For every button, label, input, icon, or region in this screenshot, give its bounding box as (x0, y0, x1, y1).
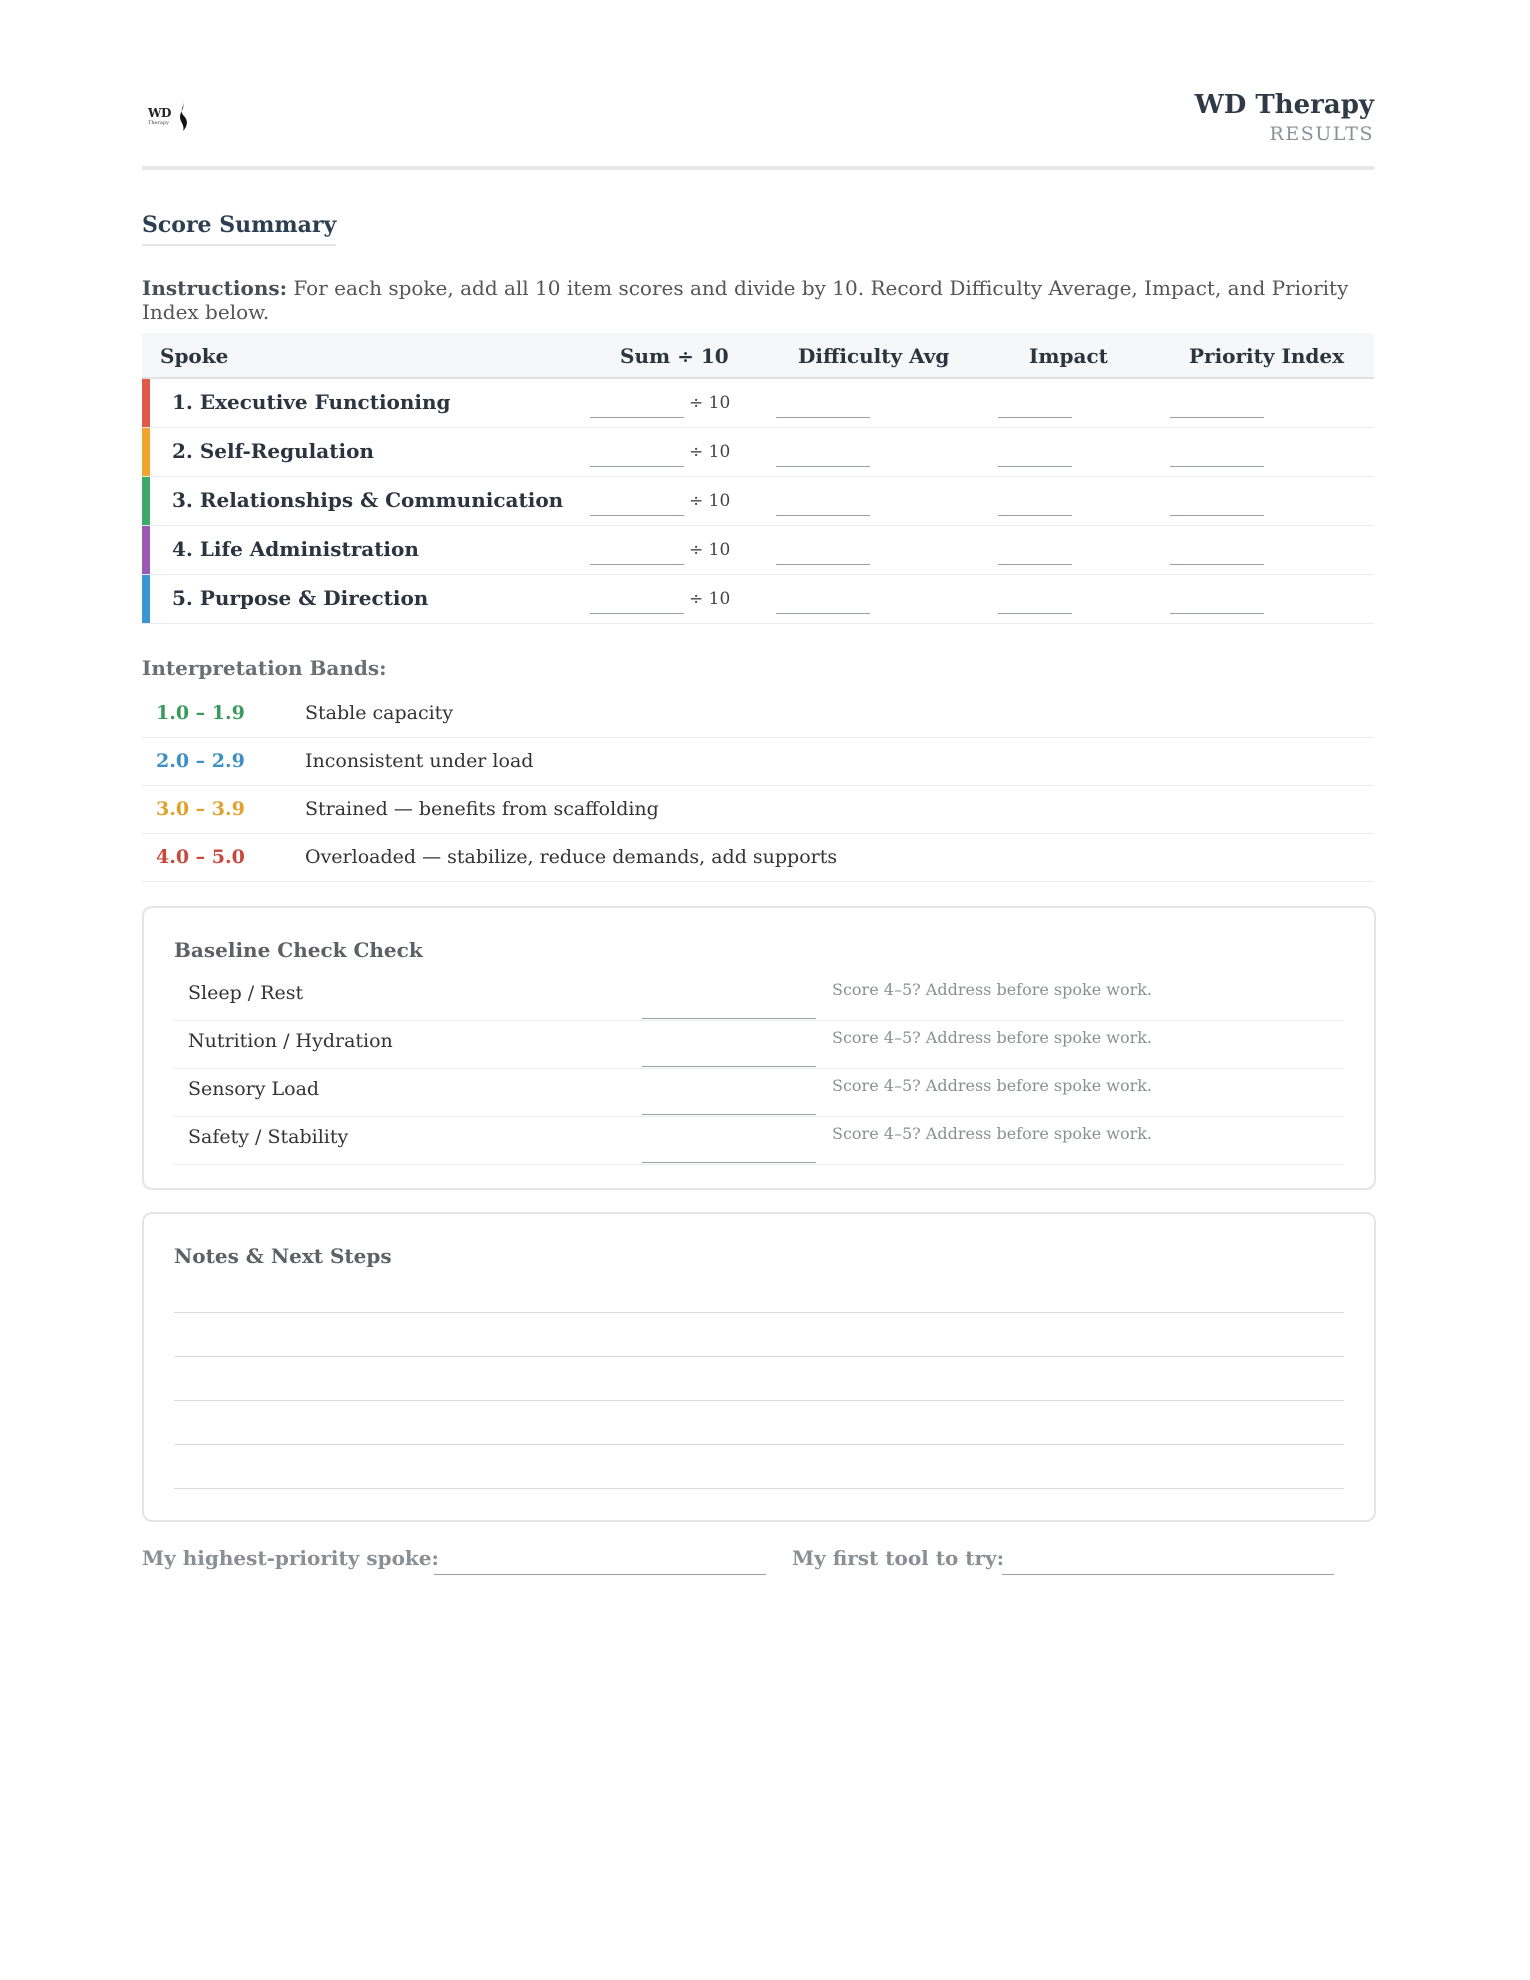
band-range: 4.0 – 5.0 (156, 846, 245, 868)
band-row (142, 690, 1374, 738)
priority-field[interactable] (1170, 417, 1264, 418)
first-tool-label: My first tool to try: (792, 1546, 1005, 1570)
instructions (142, 276, 1374, 324)
logo-subtext: Therapy (148, 120, 169, 126)
impact-field[interactable] (998, 466, 1072, 467)
impact-field[interactable] (998, 515, 1072, 516)
baseline-score-field[interactable] (642, 1162, 816, 1163)
col-difficulty: Difficulty Avg (798, 344, 950, 368)
notes-box (142, 1212, 1376, 1522)
spoke-name: 4. Life Administration (172, 537, 419, 561)
col-priority: Priority Index (1189, 344, 1344, 368)
baseline-row (174, 1116, 1344, 1165)
baseline-note: Score 4–5? Address before spoke work. (832, 1076, 1153, 1095)
baseline-row (174, 1020, 1344, 1069)
instructions-text: For each spoke, add all 10 item scores and divide by 10. Record Difficulty Average, Impact, and Priority Index below. (142, 276, 1349, 324)
baseline-check-box (142, 906, 1376, 1190)
score-table (142, 333, 1374, 624)
divide-label: ÷ 10 (689, 442, 731, 462)
bands-title: Interpretation Bands: (142, 656, 387, 680)
spoke-name: 2. Self-Regulation (172, 439, 374, 463)
divide-label: ÷ 10 (689, 540, 731, 560)
band-description: Stable capacity (305, 702, 454, 724)
band-range: 3.0 – 3.9 (156, 798, 245, 820)
table-header (142, 333, 1374, 379)
divide-label: ÷ 10 (689, 589, 731, 609)
notes-title: Notes & Next Steps (174, 1244, 392, 1268)
priority-field[interactable] (1170, 515, 1264, 516)
col-spoke: Spoke (160, 344, 229, 368)
spoke-color-stripe (142, 526, 150, 574)
baseline-label: Nutrition / Hydration (188, 1030, 393, 1052)
band-range: 2.0 – 2.9 (156, 750, 245, 772)
band-range: 1.0 – 1.9 (156, 702, 245, 724)
sum-field[interactable] (590, 564, 684, 565)
sum-field[interactable] (590, 466, 684, 467)
band-description: Strained — benefits from scaffolding (305, 798, 659, 820)
baseline-note: Score 4–5? Address before spoke work. (832, 1028, 1153, 1047)
section-title: Score Summary (142, 212, 336, 246)
logo-text: WD (148, 106, 171, 120)
baseline-score-field[interactable] (642, 1114, 816, 1115)
notes-line[interactable] (174, 1444, 1344, 1445)
col-impact: Impact (1029, 344, 1108, 368)
first-tool-field[interactable] (1002, 1574, 1334, 1575)
spoke-name: 3. Relationships & Communication (172, 488, 564, 512)
baseline-title: Baseline Check Check (174, 938, 423, 962)
notes-line[interactable] (174, 1400, 1344, 1401)
priority-field[interactable] (1170, 613, 1264, 614)
baseline-row (174, 1068, 1344, 1117)
sum-field[interactable] (590, 613, 684, 614)
flame-logo-icon (176, 100, 192, 132)
interpretation-bands (142, 690, 1374, 882)
impact-field[interactable] (998, 417, 1072, 418)
sum-field[interactable] (590, 515, 684, 516)
table-row (142, 575, 1374, 624)
difficulty-field[interactable] (776, 515, 870, 516)
divide-label: ÷ 10 (689, 491, 731, 511)
difficulty-field[interactable] (776, 613, 870, 614)
spoke-color-stripe (142, 477, 150, 525)
priority-field[interactable] (1170, 564, 1264, 565)
spoke-color-stripe (142, 379, 150, 427)
priority-field[interactable] (1170, 466, 1264, 467)
baseline-label: Sleep / Rest (188, 982, 304, 1004)
spoke-color-stripe (142, 575, 150, 623)
difficulty-field[interactable] (776, 466, 870, 467)
brand-block (1195, 88, 1374, 146)
band-description: Overloaded — stabilize, reduce demands, add supports (305, 846, 838, 868)
instructions-label: Instructions: (142, 276, 288, 300)
spoke-name: 1. Executive Functioning (172, 390, 451, 414)
notes-line[interactable] (174, 1312, 1344, 1313)
difficulty-field[interactable] (776, 564, 870, 565)
band-row (142, 738, 1374, 786)
band-description: Inconsistent under load (305, 750, 534, 772)
table-row (142, 428, 1374, 477)
divide-label: ÷ 10 (689, 393, 731, 413)
baseline-score-field[interactable] (642, 1066, 816, 1067)
notes-line[interactable] (174, 1356, 1344, 1357)
impact-field[interactable] (998, 613, 1072, 614)
baseline-note: Score 4–5? Address before spoke work. (832, 980, 1153, 999)
baseline-row (174, 972, 1344, 1021)
table-row (142, 526, 1374, 575)
baseline-label: Safety / Stability (188, 1126, 349, 1148)
baseline-label: Sensory Load (188, 1078, 320, 1100)
spoke-name: 5. Purpose & Direction (172, 586, 429, 610)
brand-subtitle: RESULTS (1269, 123, 1374, 145)
logo (148, 100, 196, 136)
table-row (142, 379, 1374, 428)
priority-spoke-label: My highest-priority spoke: (142, 1546, 439, 1570)
spoke-color-stripe (142, 428, 150, 476)
band-row (142, 786, 1374, 834)
impact-field[interactable] (998, 564, 1072, 565)
difficulty-field[interactable] (776, 417, 870, 418)
col-sum: Sum ÷ 10 (620, 344, 729, 368)
sum-field[interactable] (590, 417, 684, 418)
baseline-note: Score 4–5? Address before spoke work. (832, 1124, 1153, 1143)
band-row (142, 834, 1374, 882)
notes-line[interactable] (174, 1488, 1344, 1489)
baseline-score-field[interactable] (642, 1018, 816, 1019)
table-row (142, 477, 1374, 526)
brand-name: WD Therapy (1194, 90, 1374, 120)
priority-spoke-field[interactable] (434, 1574, 766, 1575)
page-header (142, 88, 1374, 170)
